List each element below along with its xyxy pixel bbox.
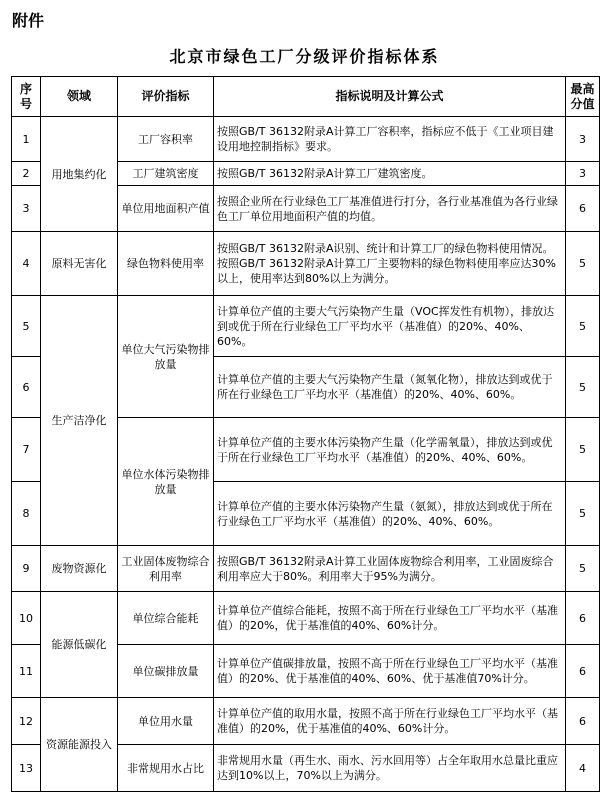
table-row xyxy=(12,592,600,645)
header-no: 序号 xyxy=(12,77,41,117)
domain-cell: 用地集约化 xyxy=(41,117,118,232)
indicator-cell: 单位用水量 xyxy=(118,698,214,745)
indicator-cell: 非常规用水占比 xyxy=(118,745,214,792)
domain-cell: 资源能源投入 xyxy=(41,698,118,792)
score-cell: 5 xyxy=(566,546,600,592)
row-no: 13 xyxy=(12,745,41,792)
indicator-cell: 单位综合能耗 xyxy=(118,592,214,645)
header-row xyxy=(12,77,600,117)
description-cell: 按照GB/T 36132附录A计算工厂容积率，指标应不低于《工业项目建设用地控制指标》要求。 xyxy=(214,117,566,162)
domain-cell: 废物资源化 xyxy=(41,546,118,592)
document-title: 北京市绿色工厂分级评价指标体系 xyxy=(169,47,440,66)
description-cell: 计算单位产值综合能耗，按照不高于所在行业绿色工厂平均水平（基准值）的20%，优于基准值的40%、60%计分。 xyxy=(214,592,566,645)
indicator-table xyxy=(11,76,600,792)
score-cell: 6 xyxy=(566,592,600,645)
row-no: 1 xyxy=(12,117,41,162)
description-cell: 计算单位产值的主要水体污染物产生量（氨氮），排放达到或优于所在行业绿色工厂平均水平（基准值）的20%、40%、60%。 xyxy=(214,482,566,546)
row-no: 9 xyxy=(12,546,41,592)
indicator-cell: 单位碳排放量 xyxy=(118,645,214,698)
description-cell: 计算单位产值碳排放量，按照不高于所在行业绿色工厂平均水平（基准值）的20%、优于基准值的40%、60%、优于基准值70%计分。 xyxy=(214,645,566,698)
score-cell: 6 xyxy=(566,645,600,698)
indicator-cell: 绿色物料使用率 xyxy=(118,232,214,296)
score-cell: 5 xyxy=(566,296,600,357)
row-no: 3 xyxy=(12,186,41,232)
row-no: 2 xyxy=(12,162,41,186)
table-row xyxy=(12,232,600,296)
row-no: 5 xyxy=(12,296,41,357)
score-cell: 3 xyxy=(566,162,600,186)
description-cell: 按照GB/T 36132附录A计算工厂建筑密度。 xyxy=(214,162,566,186)
indicator-cell: 单位水体污染物排放量 xyxy=(118,418,214,546)
table-row xyxy=(12,546,600,592)
score-cell: 5 xyxy=(566,357,600,418)
description-cell: 按照企业所在行业绿色工厂基准值进行打分，各行业基准值为各行业绿色工厂单位用地面积产值的均值。 xyxy=(214,186,566,232)
score-cell: 5 xyxy=(566,232,600,296)
score-cell: 5 xyxy=(566,418,600,482)
domain-cell: 能源低碳化 xyxy=(41,592,118,698)
indicator-cell: 单位大气污染物排放量 xyxy=(118,296,214,418)
score-cell: 6 xyxy=(566,698,600,745)
indicator-cell: 工厂容积率 xyxy=(118,117,214,162)
row-no: 10 xyxy=(12,592,41,645)
indicator-cell: 单位用地面积产值 xyxy=(118,186,214,232)
domain-cell: 生产洁净化 xyxy=(41,296,118,546)
table-row xyxy=(12,296,600,357)
row-no: 12 xyxy=(12,698,41,745)
header-description: 指标说明及计算公式 xyxy=(214,77,566,117)
description-cell: 计算单位产值的主要大气污染物产生量（VOC挥发性有机物），排放达到或优于所在行业绿色工厂平均水平（基准值）的20%、40%、60%。 xyxy=(214,296,566,357)
description-cell: 计算单位产值的主要水体污染物产生量（化学需氧量），排放达到或优于所在行业绿色工厂平均水平（基准值）的20%、40%、60%。 xyxy=(214,418,566,482)
indicator-cell: 工厂建筑密度 xyxy=(118,162,214,186)
score-cell: 5 xyxy=(566,482,600,546)
domain-cell: 原料无害化 xyxy=(41,232,118,296)
row-no: 8 xyxy=(12,482,41,546)
header-domain: 领域 xyxy=(41,77,118,117)
description-cell: 非常规用水量（再生水、雨水、污水回用等）占全年取用水总量比重应达到10%以上，70%以上为满分。 xyxy=(214,745,566,792)
table-row xyxy=(12,117,600,162)
description-cell: 计算单位产值的主要大气污染物产生量（氮氧化物），排放达到或优于所在行业绿色工厂平均水平（基准值）的20%、40%、60%。 xyxy=(214,357,566,418)
description-cell: 按照GB/T 36132附录A计算工业固体废物综合利用率，工业固废综合利用率应大于80%。利用率大于95%为满分。 xyxy=(214,546,566,592)
row-no: 4 xyxy=(12,232,41,296)
description-cell: 按照GB/T 36132附录A识别、统计和计算工厂的绿色物料使用情况。按照GB/T 36132附录A计算工厂主要物料的绿色物料使用率应达30%以上，使用率达到80%以上为满分。 xyxy=(214,232,566,296)
description-cell: 计算单位产值的取用水量，按照不高于所在行业绿色工厂平均水平（基准值）的20%，优于基准值的40%、60%计分。 xyxy=(214,698,566,745)
header-indicator: 评价指标 xyxy=(118,77,214,117)
row-no: 7 xyxy=(12,418,41,482)
header-max-score: 最高分值 xyxy=(566,77,600,117)
score-cell: 3 xyxy=(566,117,600,162)
score-cell: 4 xyxy=(566,745,600,792)
score-cell: 6 xyxy=(566,186,600,232)
row-no: 6 xyxy=(12,357,41,418)
table-row xyxy=(12,698,600,745)
indicator-cell: 工业固体废物综合利用率 xyxy=(118,546,214,592)
row-no: 11 xyxy=(12,645,41,698)
attachment-label: 附件 xyxy=(12,11,45,30)
